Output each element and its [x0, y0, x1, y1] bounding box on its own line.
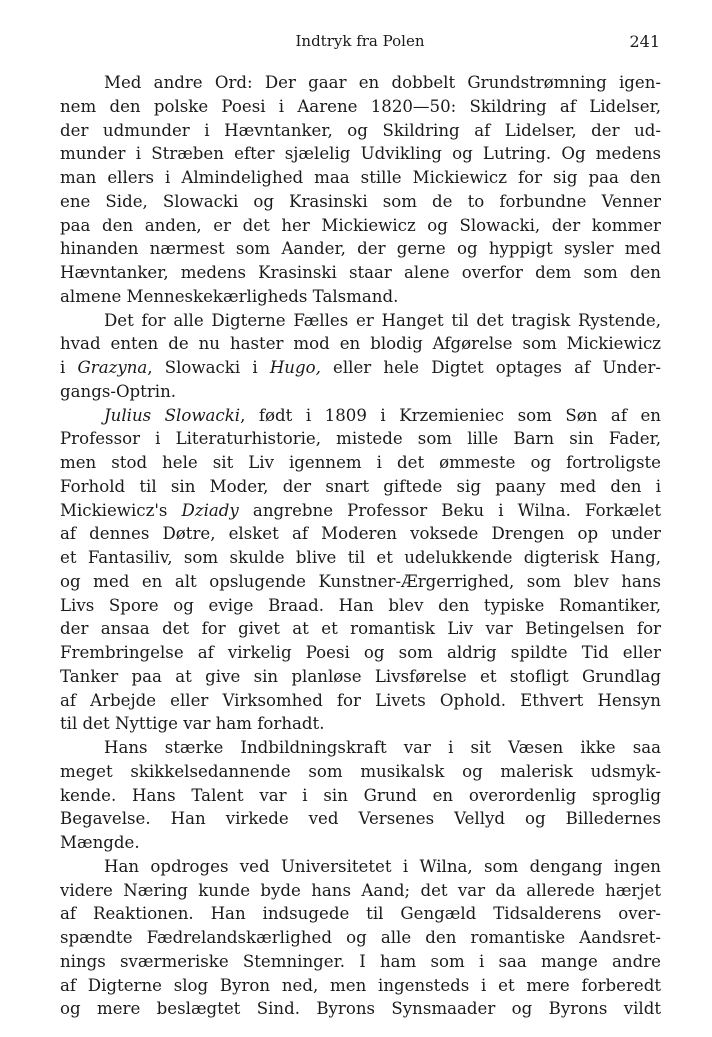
text-segment: i — [60, 358, 78, 377]
text-line — [60, 142, 661, 166]
body-text — [60, 71, 661, 1021]
text-segment: munder i Stræben efter sjælelig Udvikling og Lutring. Og medens — [60, 144, 661, 164]
text-line — [60, 285, 661, 309]
text-line — [60, 855, 661, 879]
text-segment: nem den polske Poesi i Aarene 1820—50: Skildring af Lidelser, — [60, 96, 661, 116]
italic-text: Dziady — [181, 500, 239, 520]
text-line — [60, 71, 661, 95]
text-segment: meget skikkelsedannende som musikalsk og malerisk udsmyk- — [60, 761, 661, 781]
text-line — [60, 546, 661, 570]
text-line — [60, 736, 661, 760]
text-segment: hvad enten de nu haster mod en blodig Afgørelse som Mickiewicz — [60, 334, 661, 354]
text-segment: Frembringelse af virkelig Poesi og som aldrig spildte Tid eller — [60, 643, 661, 662]
text-line — [60, 879, 661, 903]
text-line — [60, 166, 661, 190]
text-segment: videre Næring kunde byde hans Aand; det var da allerede hærjet — [60, 880, 661, 900]
text-line — [60, 356, 661, 380]
text-line — [60, 380, 661, 404]
text-segment: kende. Hans Talent var i sin Grund en overordenlig sproglig — [60, 785, 661, 805]
text-segment: og mere beslægtet Sind. Byrons Synsmaader og Byrons vildt — [60, 999, 661, 1019]
text-line — [60, 119, 661, 143]
text-segment: der udmunder i Hævntanker, og Skildring af Lidelser, der ud- — [60, 120, 661, 140]
text-segment: et Fantasiliv, som skulde blive til et udelukkende digterisk Hang, — [60, 548, 661, 567]
text-line — [60, 997, 661, 1021]
text-line — [60, 522, 661, 546]
text-line — [60, 974, 661, 998]
text-line — [60, 451, 661, 475]
text-segment: af Reaktionen. Han indsugede til Gengæld Tidsalderens over- — [60, 904, 661, 924]
text-segment: almene Menneskekærligheds Talsmand. — [60, 286, 399, 306]
text-line — [60, 617, 661, 641]
text-segment: Forhold til sin Moder, der snart giftede sig paany med den i — [60, 476, 661, 496]
italic-text: Hugo, — [269, 358, 321, 377]
text-segment: Mængde. — [60, 833, 140, 852]
text-line — [60, 404, 661, 428]
text-line — [60, 831, 661, 855]
text-segment: til det Nyttige var ham forhadt. — [60, 714, 325, 734]
text-line — [60, 594, 661, 618]
text-segment: gangs-Optrin. — [60, 381, 177, 401]
text-segment: Begavelse. Han virkede ved Versenes Vellyd og Billedernes — [60, 809, 661, 829]
text-segment: , født i 1809 i Krzemieniec som Søn af en — [240, 405, 661, 425]
text-segment: af Arbejde eller Virksomhed for Livets Ophold. Ethvert Hensyn — [60, 690, 661, 710]
page-header — [60, 32, 660, 52]
text-line — [60, 499, 661, 523]
text-segment: af Digterne slog Byron ned, men ingensteds i et mere forberedt — [60, 975, 661, 995]
text-line — [60, 95, 661, 119]
text-segment: Professor i Literaturhistorie, mistede som lille Barn sin Fader, — [60, 429, 661, 449]
text-line — [60, 712, 661, 736]
text-line — [60, 665, 661, 689]
text-line — [60, 760, 661, 784]
text-line — [60, 190, 661, 214]
text-line — [60, 214, 661, 238]
text-segment: hinanden nærmest som Aander, der gerne og hyppigt sysler med — [60, 239, 661, 259]
text-segment: Det for alle Digterne Fælles er Hanget til det tragisk Rystende, — [104, 310, 661, 330]
text-segment: Tanker paa at give sin planløse Livsførelse et stofligt Grundlag — [60, 666, 661, 686]
text-segment: der ansaa det for givet at et romantisk Liv var Betingelsen for — [60, 619, 661, 639]
text-segment: Mickiewicz's — [60, 500, 182, 520]
text-segment: Han opdroges ved Universitetet i Wilna, som dengang ingen — [104, 856, 661, 876]
text-segment: Livs Spore og evige Braad. Han blev den typiske Romantiker, — [60, 595, 661, 615]
text-segment: paa den anden, er det her Mickiewicz og Slowacki, der kommer — [60, 215, 661, 235]
text-segment: Hævntanker, medens Krasinski staar alene overfor dem som den — [60, 263, 661, 282]
text-line — [60, 261, 661, 285]
text-segment: eller hele Digtet optages af Under- — [320, 358, 661, 377]
text-segment: angrebne Professor Beku i Wilna. Forkælet — [238, 500, 661, 520]
italic-text: Grazyna — [77, 358, 148, 377]
text-line — [60, 807, 661, 831]
text-segment: nings sværmeriske Stemninger. I ham som i saa mange andre — [60, 951, 661, 971]
text-line — [60, 926, 661, 950]
text-line — [60, 689, 661, 713]
text-line — [60, 237, 661, 261]
text-line — [60, 332, 661, 356]
text-line — [60, 950, 661, 974]
italic-text: Julius Slowacki — [104, 405, 241, 425]
text-segment: ene Side, Slowacki og Krasinski som de to forbundne Venner — [60, 191, 661, 211]
running-title: Indtryk fra Polen — [295, 32, 425, 50]
text-segment: spændte Fædrelandskærlighed og alle den romantiske Aandsret- — [60, 928, 661, 947]
text-segment: men stod hele sit Liv igennem i det ømmeste og fortroligste — [60, 453, 661, 472]
text-segment: Hans stærke Indbildningskraft var i sit Væsen ikke saa — [104, 738, 661, 757]
text-line — [60, 427, 661, 451]
text-line — [60, 475, 661, 499]
page-number: 241 — [629, 32, 660, 51]
text-segment: man ellers i Almindelighed maa stille Mickiewicz for sig paa den — [60, 168, 661, 187]
text-segment: af dennes Døtre, elsket af Moderen voksede Drengen op under — [60, 524, 661, 544]
text-line — [60, 309, 661, 333]
text-segment: og med en alt opslugende Kunstner-Ærgerrighed, som blev hans — [60, 571, 661, 591]
text-segment: , Slowacki i — [147, 358, 270, 377]
text-segment: Med andre Ord: Der gaar en dobbelt Grundstrømning igen- — [104, 73, 661, 92]
text-line — [60, 641, 661, 665]
text-line — [60, 570, 661, 594]
text-line — [60, 902, 661, 926]
text-line — [60, 784, 661, 808]
